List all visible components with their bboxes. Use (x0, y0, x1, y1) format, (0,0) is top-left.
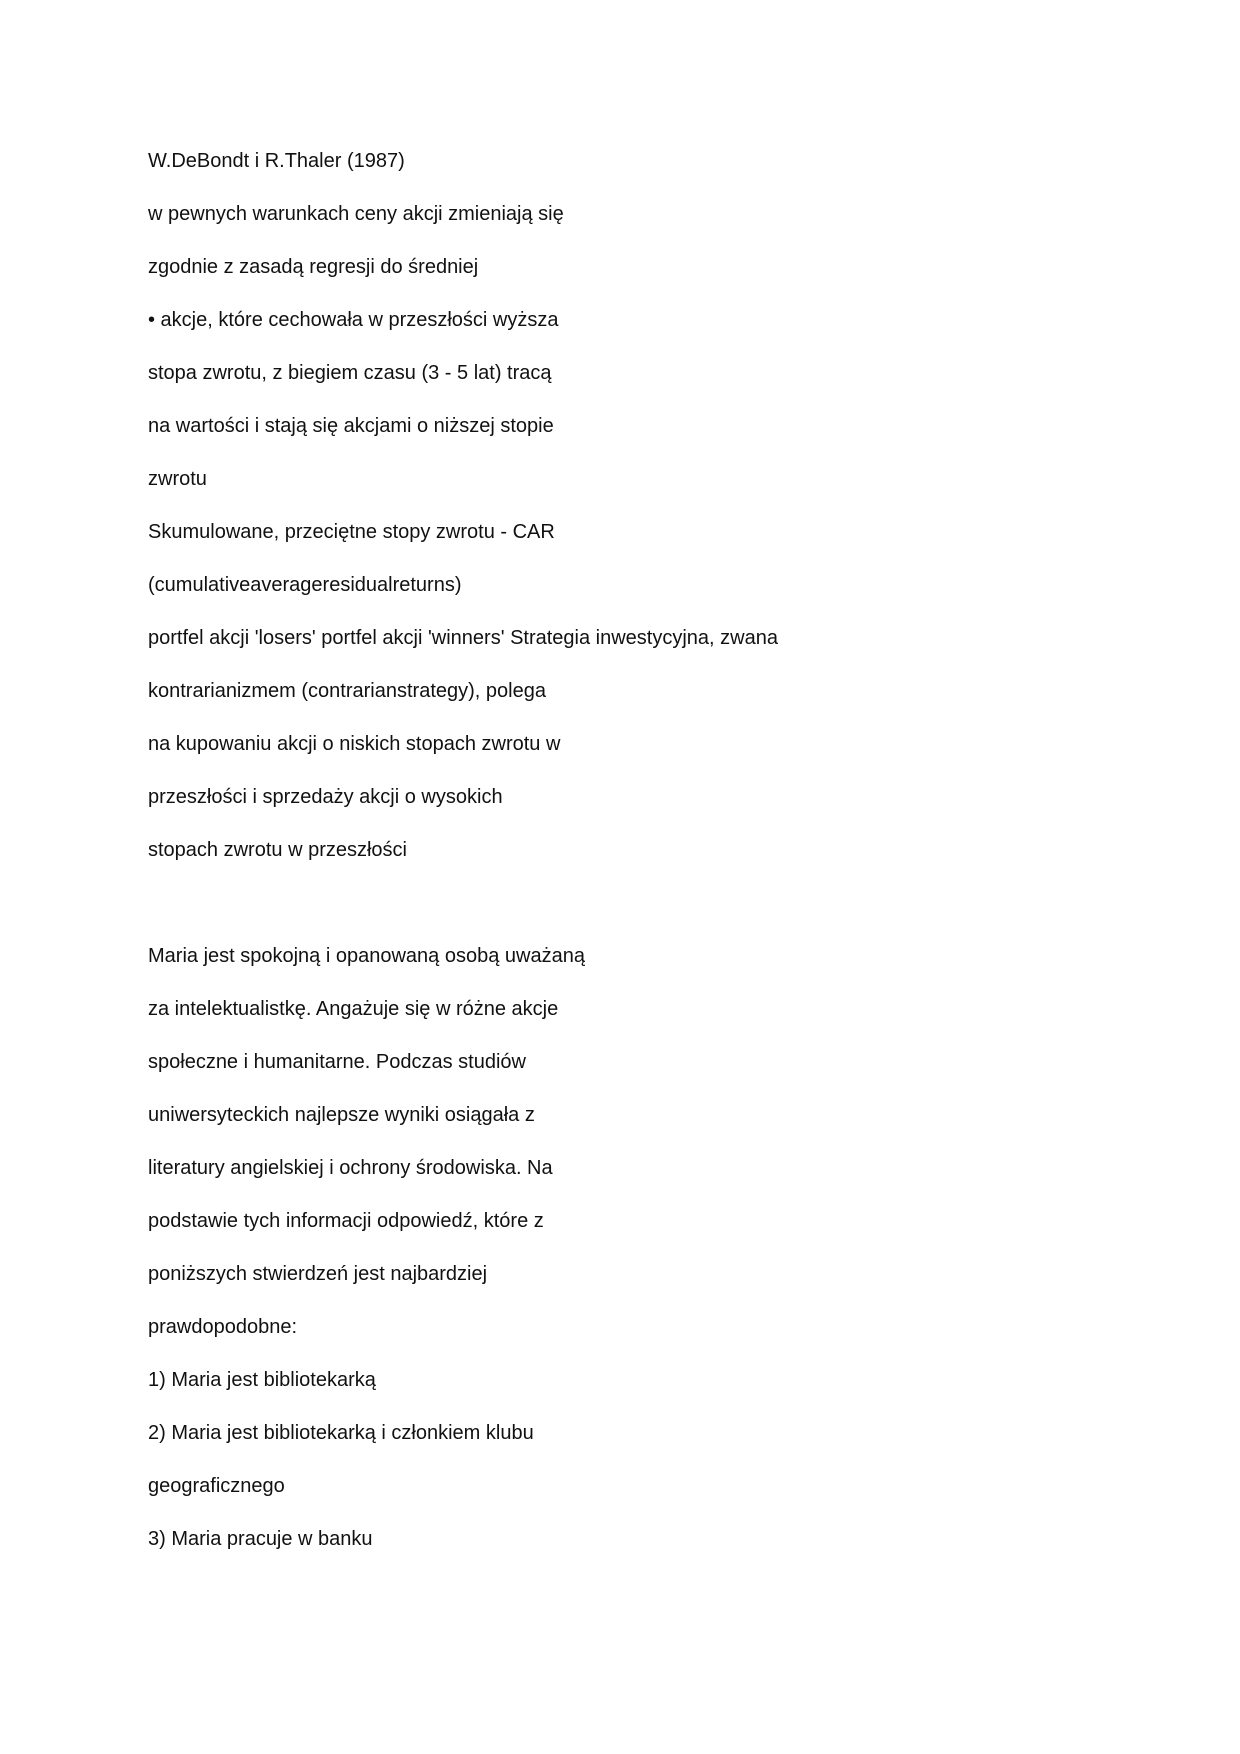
text-line: poniższych stwierdzeń jest najbardziej (148, 1263, 488, 1285)
text-line: społeczne i humanitarne. Podczas studiów (148, 1051, 526, 1073)
text-line: kontrarianizmem (contrarianstrategy), polega (148, 680, 546, 702)
text-line: zwrotu (148, 468, 207, 490)
text-line: na wartości i stają się akcjami o niższej stopie (148, 415, 554, 437)
list-item: 3) Maria pracuje w banku (148, 1528, 373, 1550)
text-line: literatury angielskiej i ochrony środowiska. Na (148, 1157, 553, 1179)
text-line: za intelektualistkę. Angażuje się w różne akcje (148, 998, 559, 1020)
text-line: na kupowaniu akcji o niskich stopach zwrotu w (148, 733, 561, 755)
text-line: W.DeBondt i R.Thaler (1987) (148, 150, 405, 172)
text-line: uniwersyteckich najlepsze wyniki osiągała z (148, 1104, 535, 1126)
text-line: Skumulowane, przeciętne stopy zwrotu - CAR (148, 521, 555, 543)
bullet-line: • akcje, które cechowała w przeszłości wyższa (148, 309, 559, 331)
text-line: stopa zwrotu, z biegiem czasu (3 - 5 lat) tracą (148, 362, 552, 384)
list-item: 2) Maria jest bibliotekarką i członkiem klubu (148, 1422, 534, 1444)
text-line: stopach zwrotu w przeszłości (148, 839, 407, 861)
text-line: przeszłości i sprzedaży akcji o wysokich (148, 786, 503, 808)
text-line: prawdopodobne: (148, 1316, 298, 1338)
text-line: Maria jest spokojną i opanowaną osobą uważaną (148, 945, 585, 967)
text-line: zgodnie z zasadą regresji do średniej (148, 256, 479, 278)
list-item: 1) Maria jest bibliotekarką (148, 1369, 376, 1391)
text-line: w pewnych warunkach ceny akcji zmieniają się (148, 203, 564, 225)
text-line: (cumulativeaverageresidualreturns) (148, 574, 462, 596)
text-line: portfel akcji 'losers' portfel akcji 'winners' Strategia inwestycyjna, zwana (148, 627, 778, 649)
text-line: podstawie tych informacji odpowiedź, które z (148, 1210, 544, 1232)
list-item-continuation: geograficznego (148, 1475, 285, 1497)
